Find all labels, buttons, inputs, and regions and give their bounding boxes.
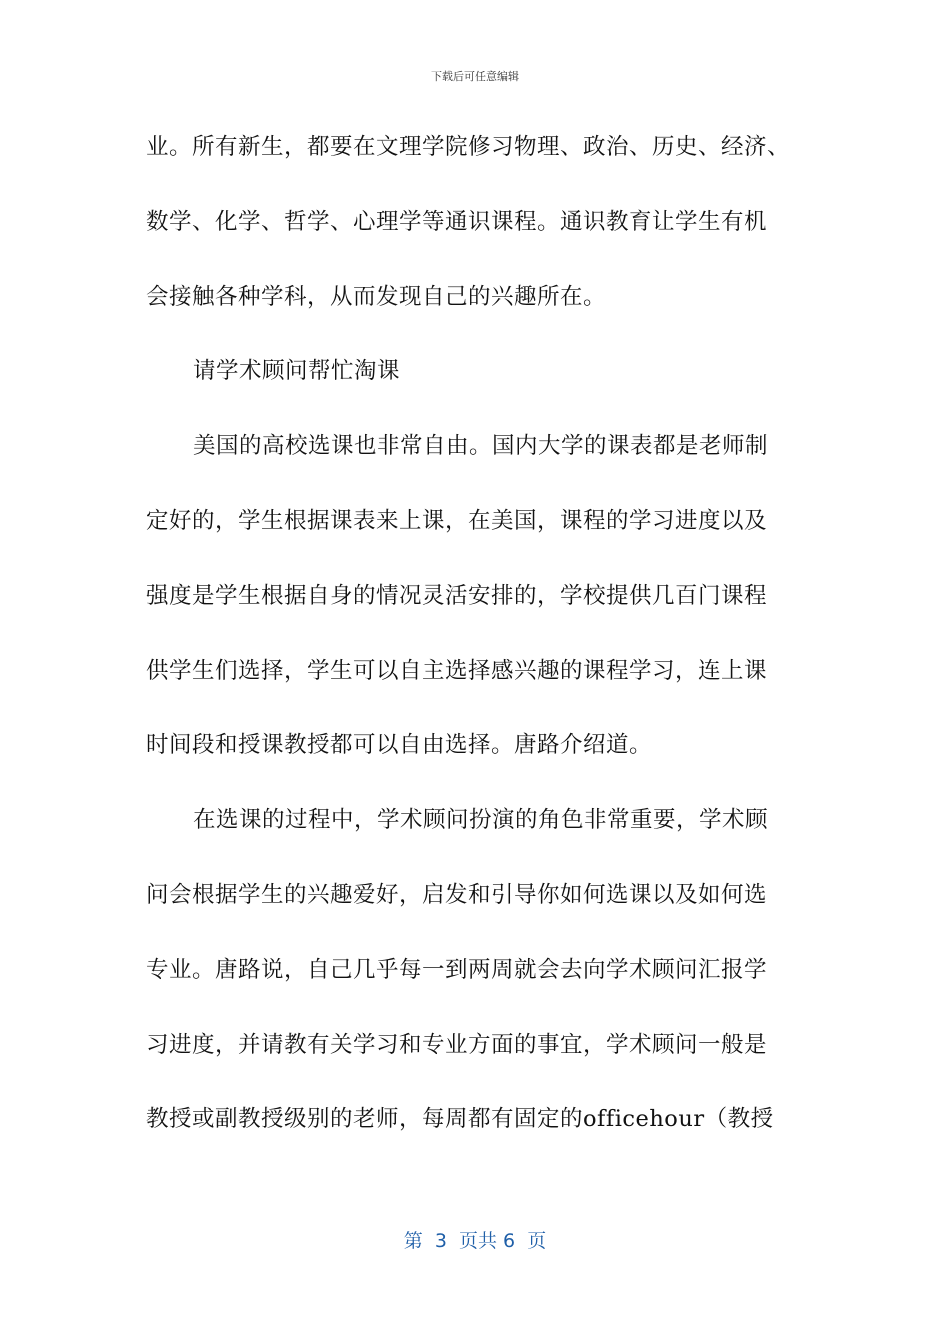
page-number: 第 3 页共 6 页	[403, 1230, 547, 1252]
text-line: 习进度，并请教有关学习和专业方面的事宜，学术顾问一般是	[146, 1031, 768, 1058]
text-line: 数学、化学、哲学、心理学等通识课程。通识教育让学生有机	[146, 208, 768, 235]
text-line: 业。所有新生，都要在文理学院修习物理、政治、历史、经济、	[146, 134, 791, 160]
text-line: 在选课的过程中，学术顾问扮演的角色非常重要，学术顾	[193, 807, 769, 834]
text-line: 强度是学生根据自身的情况灵活安排的，学校提供几百门课程	[146, 582, 768, 609]
section-heading: 请学术顾问帮忙淘课	[193, 358, 401, 385]
text-line: 教授或副教授级别的老师，每周都有固定的officehour（教授	[146, 1106, 774, 1133]
text-line: 美国的高校选课也非常自由。国内大学的课表都是老师制	[193, 433, 769, 460]
text-line: 专业。唐路说，自己几乎每一到两周就会去向学术顾问汇报学	[146, 956, 768, 983]
text-line: 供学生们选择，学生可以自主选择感兴趣的课程学习，连上课	[146, 657, 768, 684]
header-note: 下载后可任意编辑	[431, 70, 519, 83]
text-line: 问会根据学生的兴趣爱好，启发和引导你如何选课以及如何选	[146, 881, 768, 908]
document-body	[146, 124, 816, 1171]
text-line: 会接触各种学科，从而发现自己的兴趣所在。	[146, 283, 607, 310]
text-line: 时间段和授课教授都可以自由选择。唐路介绍道。	[146, 732, 653, 759]
text-line: 定好的，学生根据课表来上课，在美国，课程的学习进度以及	[146, 507, 768, 534]
